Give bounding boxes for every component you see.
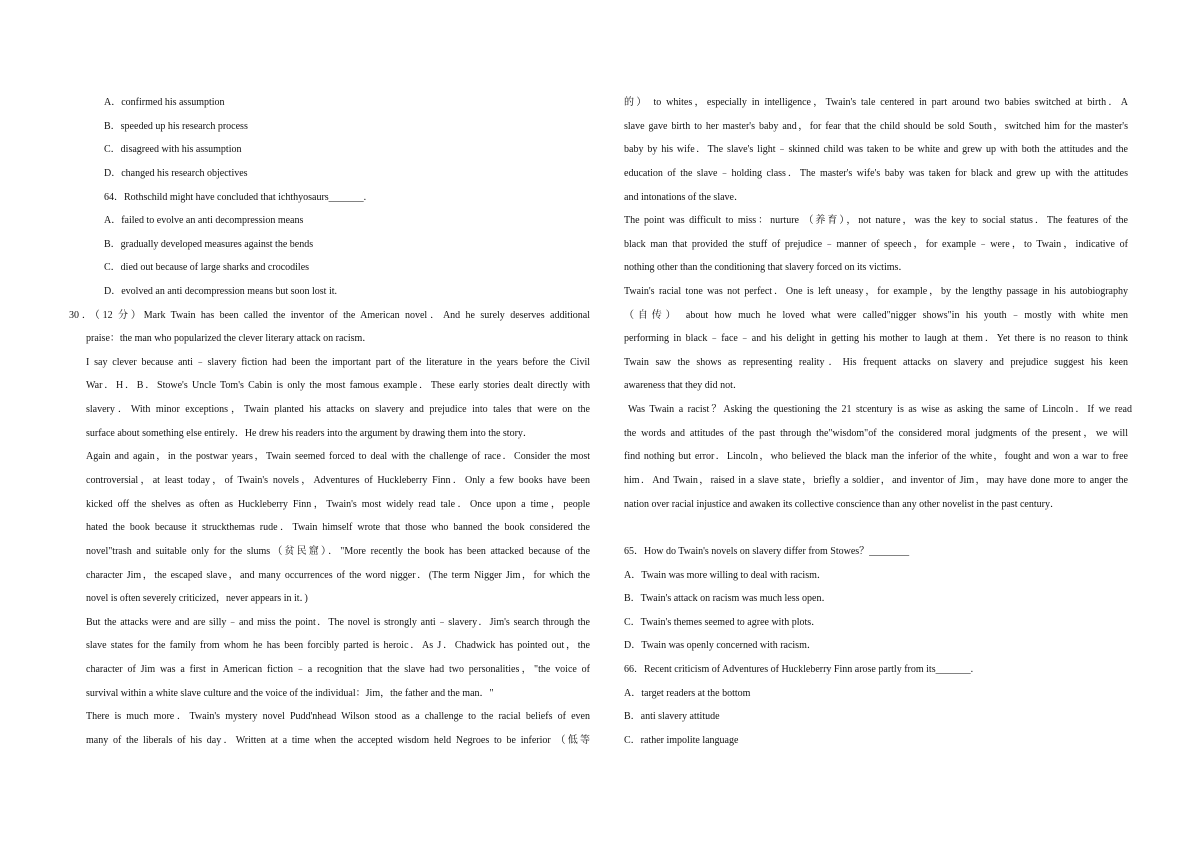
option-line: D．changed his research objectives (104, 168, 248, 179)
option-line: B．gradually developed measures against the bends (104, 239, 314, 250)
passage-line: baby by his wife．The slave's light﹣skinned child was taken to be white and grew up with both the attitudes and the (624, 144, 1128, 155)
option-line: C．disagreed with his assumption (104, 144, 242, 155)
passage-line: Twain saw the shows as representing reality．His frequent attacks on slavery and prejudice suggest his keen (624, 357, 1128, 368)
passage-line: The point was difficult to miss：nurture （养育），not nature，was the key to social status．The features of the (624, 215, 1128, 226)
passage-line: many of the liberals of his day．Written at a time when the accepted wisdom held Negroes to be inferior （低等 (86, 735, 590, 746)
passage-line: education of the slave﹣holding class．The master's wife's baby was taken for black and grew up with the attitudes (624, 168, 1128, 179)
passage-line: awareness that they did not． (624, 380, 743, 391)
passage-line: Again and again，in the postwar years，Twain seemed forced to deal with the challenge of race．Consider the most (86, 451, 590, 462)
option-line: A．target readers at the bottom (624, 688, 751, 699)
passage-line: Was Twain a racist？Asking the questioning the 21 stcentury is as wise as asking the same of Lincoln．If we read (628, 404, 1132, 415)
option-line: D．evolved an anti decompression means but soon lost it. (104, 286, 338, 297)
passage-line: character of Jim was a first in American fiction﹣a recognition that the slave had two personalities，"the voice of (86, 664, 590, 675)
passage-line: survival within a white slave culture and the voice of the individual：Jim，the father and the man．" (86, 688, 494, 699)
passage-line: novel is often severely criticized，never appears in it．) (86, 593, 308, 604)
passage-heading-line: 30．（12 分）Mark Twain has been called the inventor of the American novel．And he surely deserves additional (69, 310, 590, 321)
passage-line: slavery．With minor exceptions，Twain planted his attacks on slavery and prejudice into tales that were on the (86, 404, 590, 415)
passage-line: praise：the man who popularized the clever literary attack on racism． (86, 333, 373, 344)
question-line: 64．Rothschild might have concluded that ichthyosaurs_______. (104, 192, 367, 203)
passage-line: 的） to whites，especially in intelligence，Twain's tale centered in part around two babies switched at birth．A (624, 97, 1128, 108)
option-line: B．speeded up his research process (104, 121, 248, 132)
option-line: C．rather impolite language (624, 735, 739, 746)
passage-line: novel"trash and suitable only for the slums（贫民窟）．"More recently the book has been attacked because of the (86, 546, 590, 557)
option-line: A．confirmed his assumption (104, 97, 225, 108)
option-line: C．Twain's themes seemed to agree with plots． (624, 617, 822, 628)
passage-line: and intonations of the slave． (624, 192, 744, 203)
passage-line: performing in black﹣face﹣and his delight in getting his mother to laugh at them．Yet there is no reason to think (624, 333, 1128, 344)
passage-line: hated the book because it struckthemas rude．Twain himself wrote that those who banned the book considered the (86, 522, 590, 533)
passage-line: Twain's racial tone was not perfect．One is left uneasy，for example，by the lengthy passage in his autobiography (624, 286, 1128, 297)
option-line: B．Twain's attack on racism was much less open． (624, 593, 832, 604)
passage-line: find nothing but error．Lincoln，who believed the black man the inferior of the white，fought and won a war to free (624, 451, 1128, 462)
option-line: A．failed to evolve an anti decompression means (104, 215, 304, 226)
question-line: 66．Recent criticism of Adventures of Huckleberry Finn arose partly from its_______. (624, 664, 974, 675)
option-line: C．died out because of large sharks and crocodiles (104, 262, 310, 273)
passage-line: But the attacks were and are silly﹣and miss the point．The novel is strongly anti﹣slavery．Jim's search through the (86, 617, 590, 628)
passage-line: character Jim，the escaped slave，and many occurrences of the word nigger．(The term Nigger Jim，for which the (86, 570, 590, 581)
option-line: A．Twain was more willing to deal with racism． (624, 570, 827, 581)
passage-line: him．And Twain，raised in a slave state，briefly a soldier，and inventor of Jim，may have done more to anger the (624, 475, 1128, 486)
passage-line: black man that provided the stuff of prejudice﹣manner of speech，for example﹣were，to Twain，indicative of (624, 239, 1128, 250)
option-line: D．Twain was openly concerned with racism． (624, 640, 817, 651)
passage-line: surface about something else entirely．He drew his readers into the argument by drawing them into the story． (86, 428, 533, 439)
passage-line: War．H．B．Stowe's Uncle Tom's Cabin is only the most famous example．These early stories dealt directly with (86, 380, 590, 391)
question-line: 65．How do Twain's novels on slavery differ from Stowes？________ (624, 546, 910, 557)
passage-line: the words and attitudes of the past through the"wisdom"of the considered moral judgments of the present，we will (624, 428, 1128, 439)
option-line: B．anti slavery attitude (624, 711, 720, 722)
passage-line: nation over racial injustice and awaken its collective conscience than any other novelist in the past century． (624, 499, 1060, 510)
passage-line: （自传） about how much he loved what were called"nigger shows"in his youth﹣mostly with white men (624, 310, 1128, 321)
passage-line: slave states for the family from whom he has been forcibly parted is heroic．As J．Chadwick has pointed out，the (86, 640, 590, 651)
passage-line: controversial，at least today，of Twain's novels，Adventures of Huckleberry Finn．Only a few books have been (86, 475, 590, 486)
passage-line: kicked off the shelves as often as Huckleberry Finn，Twain's most widely read tale．Once upon a time，people (86, 499, 590, 510)
passage-line: There is much more．Twain's mystery novel Pudd'nhead Wilson stood as a challenge to the racial beliefs of even (86, 711, 590, 722)
passage-line: I say clever because anti﹣slavery fiction had been the important part of the literature in the years before the Civil (86, 357, 590, 368)
passage-line: nothing other than the conditioning that slavery forced on its victims． (624, 262, 909, 273)
passage-line: slave gave birth to her master's baby and，for fear that the child should be sold South，switched him for the master's (624, 121, 1128, 132)
